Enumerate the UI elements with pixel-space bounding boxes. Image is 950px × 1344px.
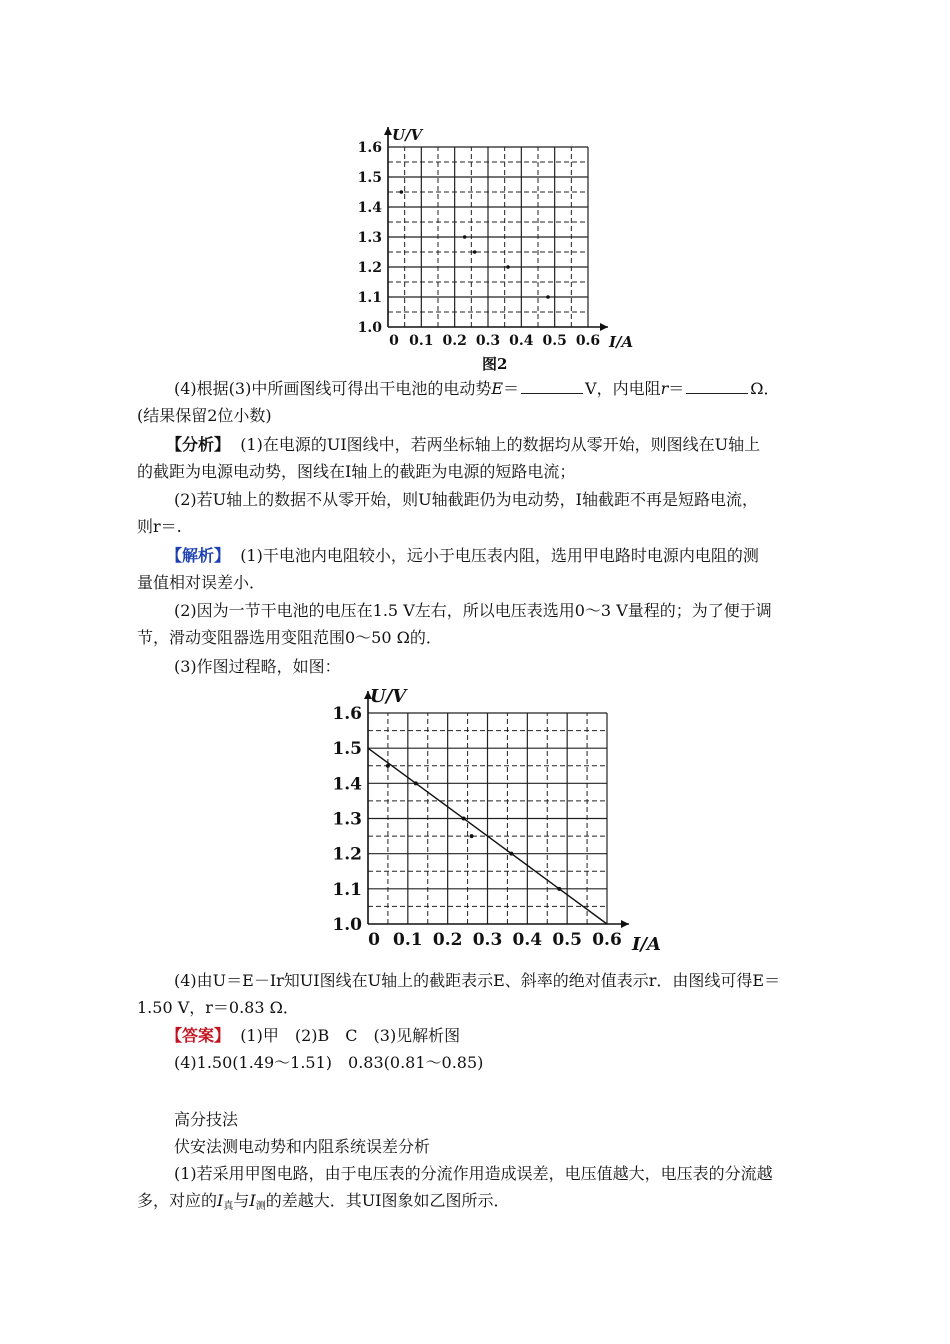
analysis-1-text: (1)在电源的UI图线中，若两坐标轴上的数据均从零开始，则图线在U轴上: [240, 435, 761, 454]
x-tick-label: 0.3: [472, 930, 503, 950]
analysis-2: (2)若U轴上的数据不从零开始，则U轴截距仍为电动势，I轴截距不再是短路电流，: [174, 490, 758, 509]
question-4: [174, 378, 780, 400]
q4-note: (结果保留2位小数): [137, 406, 272, 425]
data-point: [463, 235, 467, 239]
y-axis-label: U/V: [370, 686, 407, 707]
y-tick-label: 1.3: [357, 229, 382, 246]
y-tick-label: 1.4: [332, 774, 362, 795]
data-point: [546, 295, 550, 299]
section-para-1: (1)若采用甲图电路，由于电压表的分流作用造成误差，电压值越大，电压表的分流越: [174, 1164, 773, 1183]
solution-4: (4)由U＝E－Ir知UI图线在U轴上的截距表示E、斜率的绝对值表示r．由图线可得E＝: [174, 971, 781, 990]
y-tick-label: 1.2: [332, 844, 362, 865]
solution-3: (3)作图过程略，如图：: [174, 657, 341, 676]
solution-1b: 量值相对误差小．: [137, 573, 266, 592]
y-tick-label: 1.4: [357, 199, 382, 216]
i-true-symbol: I: [217, 1191, 224, 1210]
answer-1: [166, 1025, 460, 1047]
data-point: [509, 852, 513, 856]
x-tick-label: 0.1: [393, 930, 423, 950]
data-point: [506, 265, 510, 269]
solution-1-text: (1)干电池内电阻较小，远小于电压表内阻，选用甲电路时电源内电阻的测: [240, 546, 759, 565]
i-measured-symbol: I: [249, 1191, 256, 1210]
answer-tag: 【答案】: [166, 1026, 231, 1045]
x-tick-label: 0.1: [409, 333, 434, 349]
x-tick-label: 0.5: [542, 333, 567, 349]
x-axis-label: I/A: [609, 333, 634, 351]
solution-2b: 节，滑动变阻器选用变阻范围0～50 Ω的．: [137, 628, 442, 647]
para-text-a: 多，对应的: [137, 1191, 218, 1210]
q4-text: (4)根据(3)中所画图线可得出干电池的电动势: [174, 379, 492, 398]
data-point: [473, 250, 477, 254]
analysis-1: [166, 434, 760, 456]
q4-eq2: ＝: [668, 379, 685, 398]
solution-2: (2)因为一节干电池的电压在1.5 V左右，所以电压表选用0～3 V量程的；为了便于调: [174, 601, 772, 620]
y-tick-label: 1.3: [332, 809, 362, 830]
q4-eq: ＝: [503, 379, 520, 398]
i-true-subscript: 真: [223, 1201, 234, 1212]
y-tick-label: 1.6: [357, 139, 382, 156]
para-text-c: 的差越大．其UI图象如乙图所示．: [265, 1191, 510, 1210]
y-tick-label: 1.6: [332, 703, 362, 724]
data-point: [557, 887, 561, 891]
q4-r: r: [660, 379, 669, 398]
x-axis-arrow: [621, 920, 629, 928]
y-tick-label: 1.2: [357, 259, 382, 276]
y-tick-label: 1.1: [332, 879, 362, 900]
q4-unit2: Ω．: [750, 379, 780, 398]
data-point: [386, 764, 390, 768]
x-tick-label: 0.4: [509, 333, 534, 349]
data-point: [470, 834, 474, 838]
x-tick-label: 0.5: [552, 930, 582, 950]
analysis-2b: 则r＝.: [137, 517, 182, 536]
answer-blank-e[interactable]: [521, 379, 583, 394]
y-tick-label: 1.5: [357, 169, 382, 186]
i-measured-subscript: 测: [255, 1201, 266, 1212]
data-point: [400, 190, 404, 194]
answer-1-text: (1)甲 (2)B C (3)见解析图: [240, 1026, 461, 1045]
y-tick-label: 1.1: [357, 289, 382, 306]
figure-caption: 图2: [482, 355, 508, 373]
x-tick-label: 0: [389, 333, 399, 349]
x-tick-label: 0: [368, 930, 380, 950]
y-tick-label: 1.0: [357, 319, 382, 336]
solution-tag: 【解析】: [166, 546, 231, 565]
x-tick-label: 0.4: [512, 930, 543, 950]
analysis-1b: 的截距为电源电动势，图线在I轴上的截距为电源的短路电流；: [137, 462, 576, 481]
answer-blank-r[interactable]: [686, 379, 748, 394]
answer-2: (4)1.50(1.49～1.51) 0.83(0.81～0.85): [174, 1053, 484, 1072]
y-tick-label: 1.5: [332, 739, 362, 760]
x-tick-label: 0.6: [592, 930, 622, 950]
solution-1: [166, 545, 759, 567]
x-axis-arrow: [600, 323, 608, 331]
y-axis-arrow: [384, 127, 392, 135]
chart-u-i-fit-line: [330, 684, 675, 956]
chart-u-i-scatter-fig2: [355, 120, 645, 380]
x-axis-label: I/A: [632, 934, 661, 955]
data-point: [414, 781, 418, 785]
y-tick-label: 1.0: [332, 914, 362, 935]
x-tick-label: 0.3: [475, 333, 501, 349]
para-text-b: 与: [233, 1191, 250, 1210]
section-title: 高分技法: [174, 1110, 239, 1129]
data-point: [462, 817, 466, 821]
q4-E: E: [491, 379, 504, 398]
solution-4b: 1.50 V，r＝0.83 Ω．: [137, 998, 299, 1017]
section-subtitle: 伏安法测电动势和内阻系统误差分析: [174, 1137, 431, 1156]
analysis-tag: 【分析】: [166, 435, 231, 454]
q4-unit: V，内电阻: [585, 379, 661, 398]
y-axis-label: U/V: [392, 126, 423, 144]
x-tick-label: 0.2: [442, 333, 467, 349]
x-tick-label: 0.6: [575, 333, 601, 349]
section-para-1b: [137, 1190, 510, 1218]
x-tick-label: 0.2: [432, 930, 463, 950]
